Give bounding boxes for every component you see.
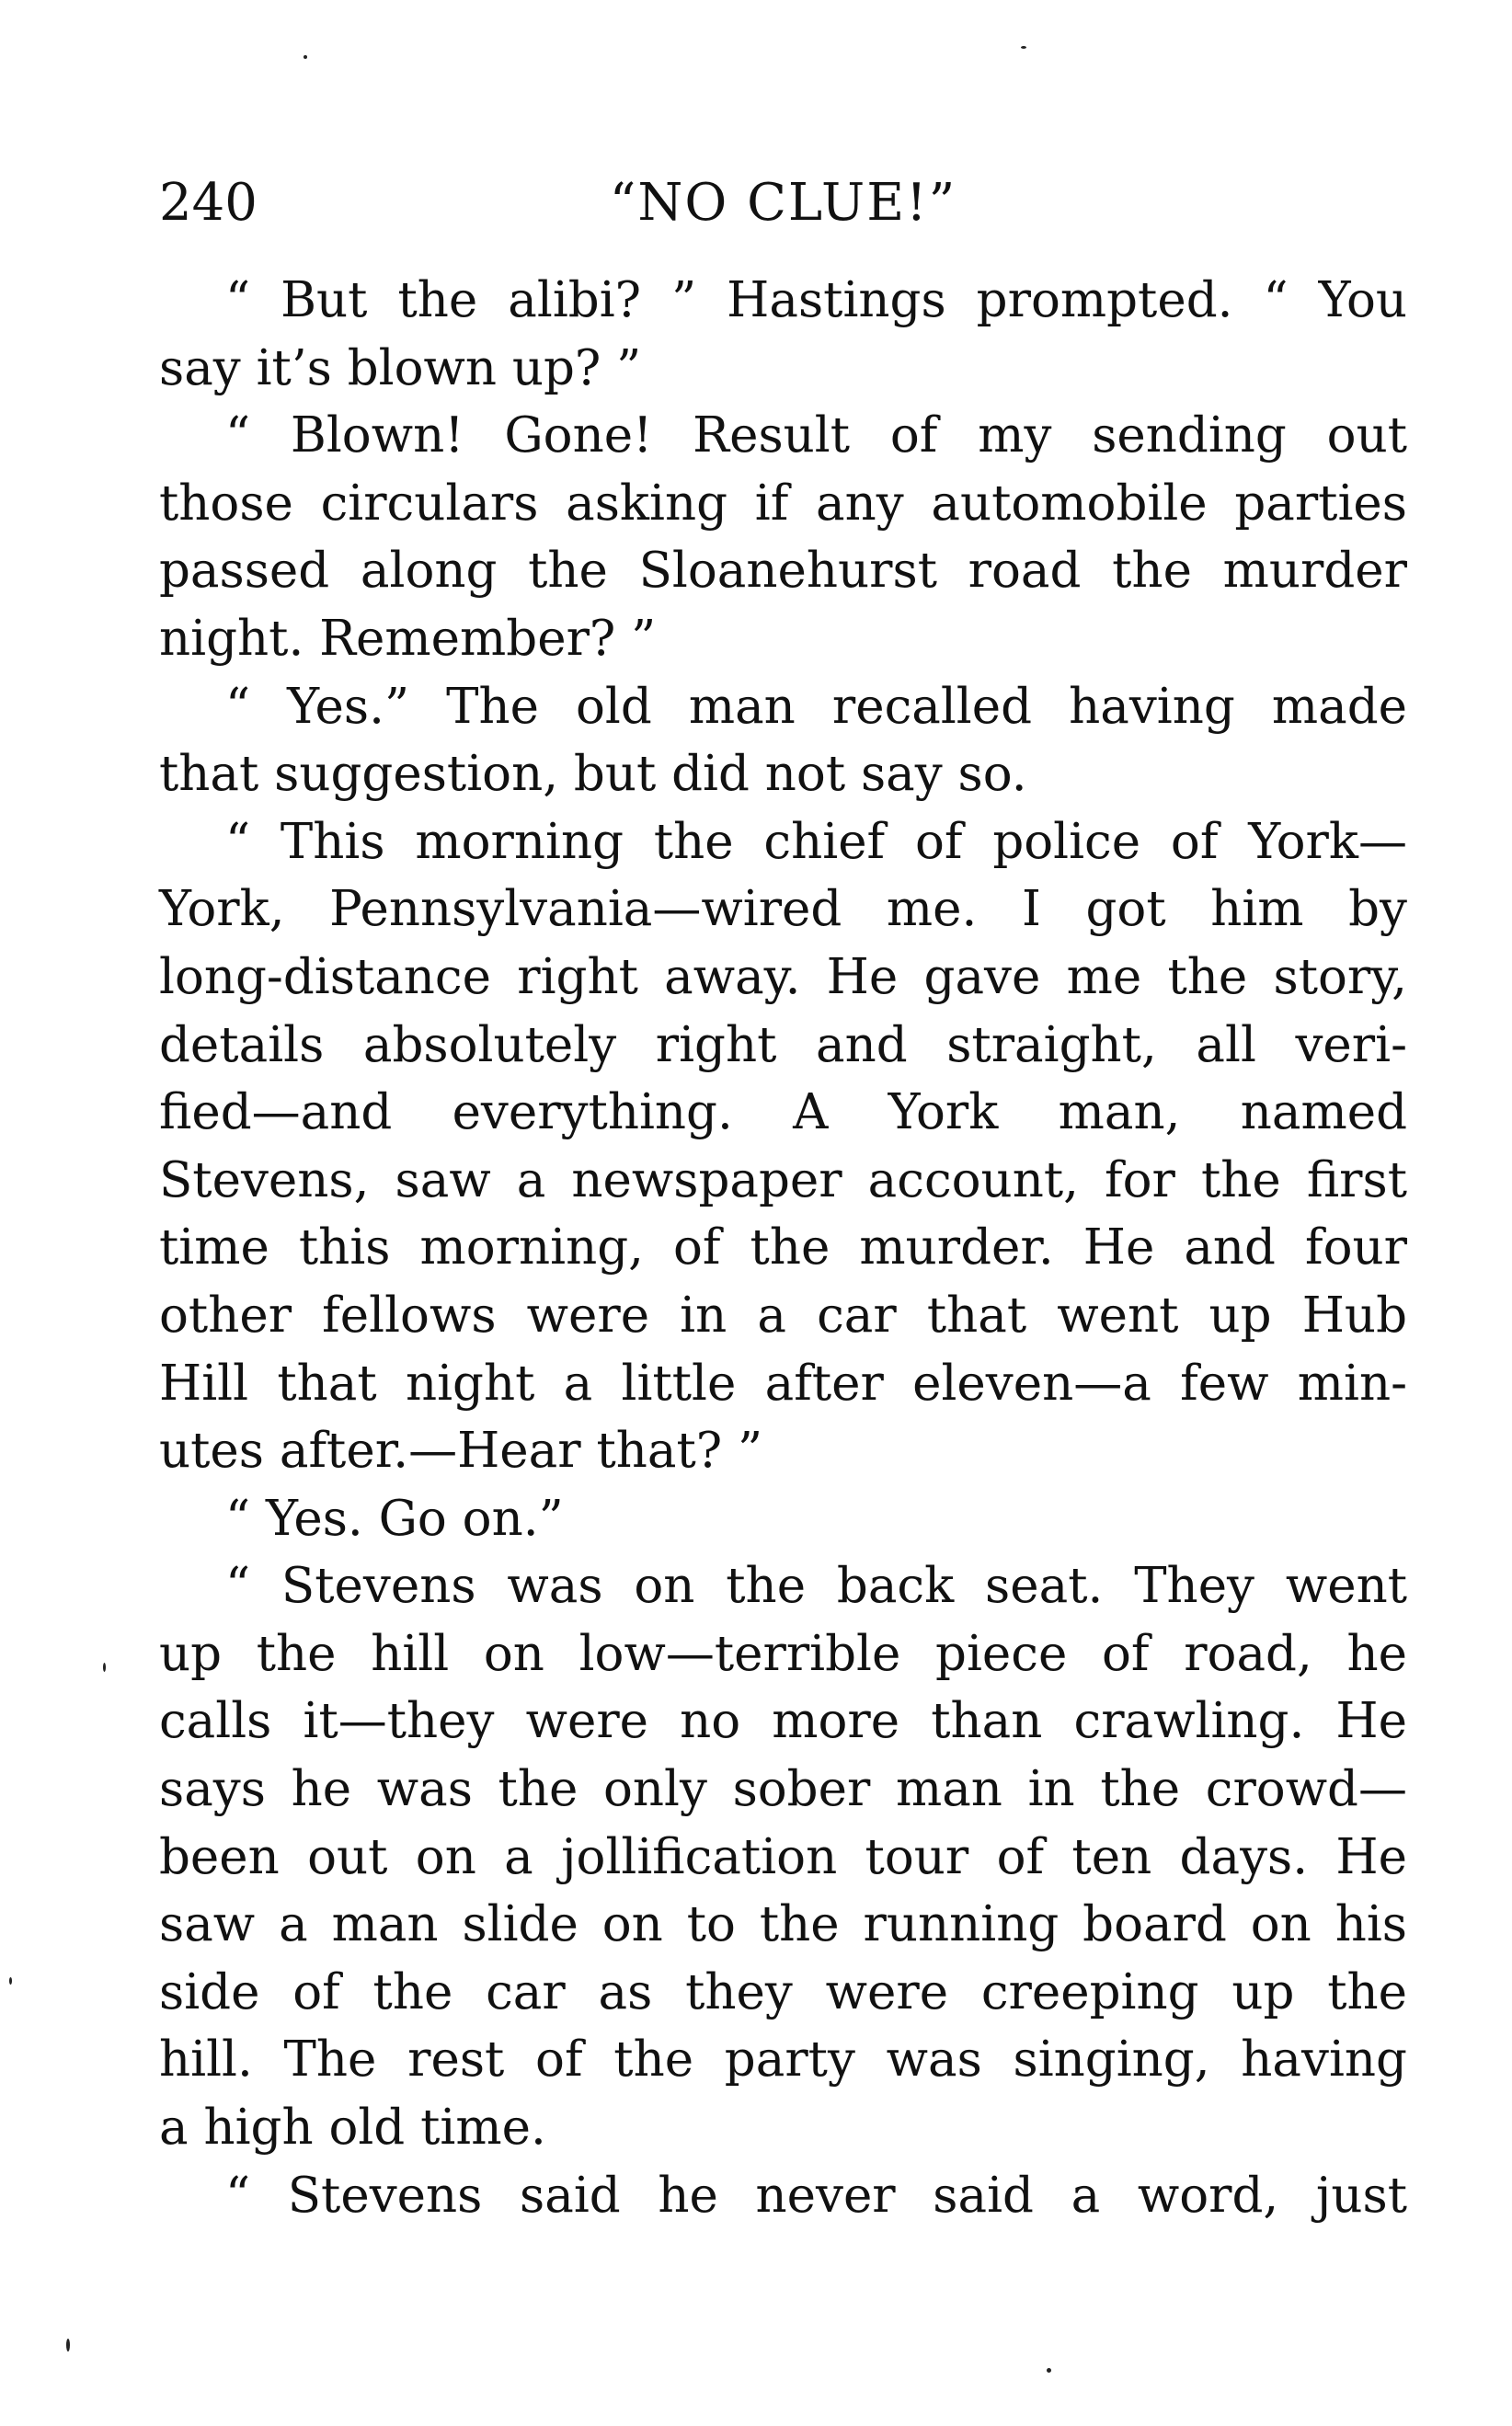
text-line: passed along the Sloanehurst road the murder (159, 543, 1407, 600)
text-line: utes after.—Hear that? ” (159, 1423, 763, 1480)
scan-speck (9, 1977, 12, 1985)
body-text (159, 267, 1407, 2229)
text-line: say it’s blown up? ” (159, 339, 642, 396)
text-line: a high old time. (159, 2100, 546, 2157)
text-line: “ Yes.” The old man recalled having made (225, 678, 1407, 735)
text-line: up the hill on low—terrible piece of road, he (159, 1625, 1407, 1682)
text-line: fied—and everything. A York man, named (159, 1084, 1407, 1141)
page-number: 240 (159, 173, 258, 233)
text-line: been out on a jollification tour of ten days. He (159, 1828, 1407, 1885)
scan-speck (66, 2339, 70, 2352)
text-line: that suggestion, but did not say so. (159, 746, 1027, 803)
text-line: saw a man slide on to the running board on his (159, 1896, 1407, 1953)
text-line: “ Stevens said he never said a word, just (225, 2167, 1407, 2224)
page-header (159, 173, 1407, 246)
scan-speck (103, 1663, 106, 1672)
text-line: details absolutely right and straight, all veri- (159, 1016, 1407, 1073)
text-line: “ This morning the chief of police of York— (225, 813, 1407, 870)
text-line: hill. The rest of the party was singing, having (159, 2031, 1407, 2088)
text-line: “ Yes. Go on.” (225, 1490, 564, 1547)
text-line: side of the car as they were creeping up the (159, 1963, 1407, 2020)
text-line: Stevens, saw a newspaper account, for the first (159, 1151, 1407, 1208)
text-line: long-distance right away. He gave me the story, (159, 948, 1407, 1005)
running-title: “NO CLUE!” (609, 173, 957, 233)
text-line: “ Blown! Gone! Result of my sending out (225, 407, 1407, 464)
text-line: other fellows were in a car that went up Hub (159, 1287, 1407, 1344)
scan-speck (1047, 2368, 1051, 2373)
text-line: calls it—they were no more than crawling. He (159, 1693, 1407, 1750)
text-line: those circulars asking if any automobile parties (159, 475, 1407, 532)
text-line: “ Stevens was on the back seat. They went (225, 1558, 1407, 1615)
text-line: Hill that night a little after eleven—a few min- (159, 1355, 1407, 1412)
text-line: night. Remember? ” (159, 610, 657, 667)
text-line: “ But the alibi? ” Hastings prompted. “ You (225, 272, 1407, 328)
text-line: says he was the only sober man in the crowd— (159, 1761, 1407, 1818)
scan-speck (1021, 46, 1026, 49)
scan-speck (304, 55, 307, 59)
text-line: time this morning, of the murder. He and four (159, 1219, 1407, 1276)
text-line: York, Pennsylvania—wired me. I got him by (159, 881, 1407, 938)
